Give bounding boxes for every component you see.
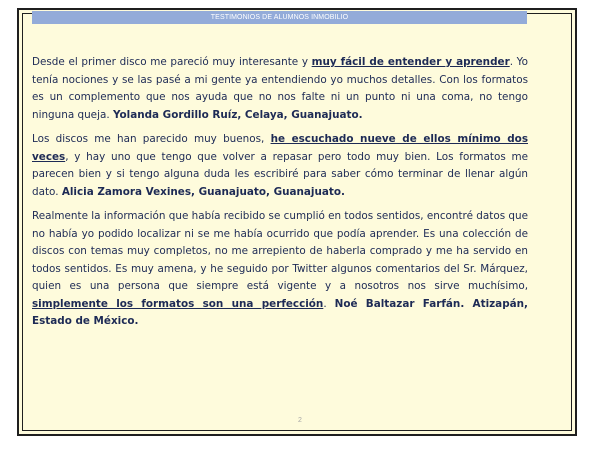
testimonial-paragraph <box>32 54 528 124</box>
testimonials-body <box>32 54 528 338</box>
header-title: TESTIMONIOS DE ALUMNOS INMOBILIO <box>32 11 527 24</box>
testimonial-author: Alicia Zamora Vexines, Guanajuato, Guanajuato. <box>61 185 345 198</box>
testimonial-text: Realmente la información que había recibido se cumplió en todos sentidos, encontré datos que no había yo podido localizar ni se me había ocurrido que podía aprender. Es una colección de discos con temas muy completos, no me arrepiento de haberla comprado y me ha servido en todos sentidos. Es muy amena, y he seguido por Twitter algunos comentarios del Sr. Márquez, quien es una persona que siempre está vigente y a nosotros nos sirve muchísimo, <box>32 210 528 292</box>
testimonial-highlight: he escuchado nueve de ellos mínimo dos veces <box>32 133 528 163</box>
testimonial-author: Yolanda Gordillo Ruíz, Celaya, Guanajuato. <box>112 108 363 121</box>
testimonial-text: , y hay uno que tengo que volver a repasar pero todo muy bien. Los formatos me parecen bien y si tengo alguna duda les escribiré para saber cómo terminar de llenar algún dato. <box>32 150 528 198</box>
testimonial-paragraph <box>32 131 528 201</box>
testimonial-text: Los discos me han parecido muy buenos, <box>32 133 271 145</box>
testimonial-author: Noé Baltazar Farfán. Atizapán, Estado de México. <box>32 297 528 327</box>
testimonial-text: Desde el primer disco me pareció muy interesante y <box>32 56 312 68</box>
testimonial-paragraph <box>32 208 528 331</box>
testimonial-text: . Yo tenía nociones y se las pasé a mi gente ya entendiendo yo muchos detalles. Con los formatos es un complemento que nos ayuda que no nos falte ni un punto ni una coma, no tengo ninguna queja. <box>32 56 528 121</box>
testimonial-highlight: muy fácil de entender y aprender <box>311 56 510 68</box>
testimonial-highlight: simplemente los formatos son una perfección <box>32 297 324 310</box>
testimonial-text: . <box>323 297 335 310</box>
page-number: 2 <box>298 417 302 424</box>
